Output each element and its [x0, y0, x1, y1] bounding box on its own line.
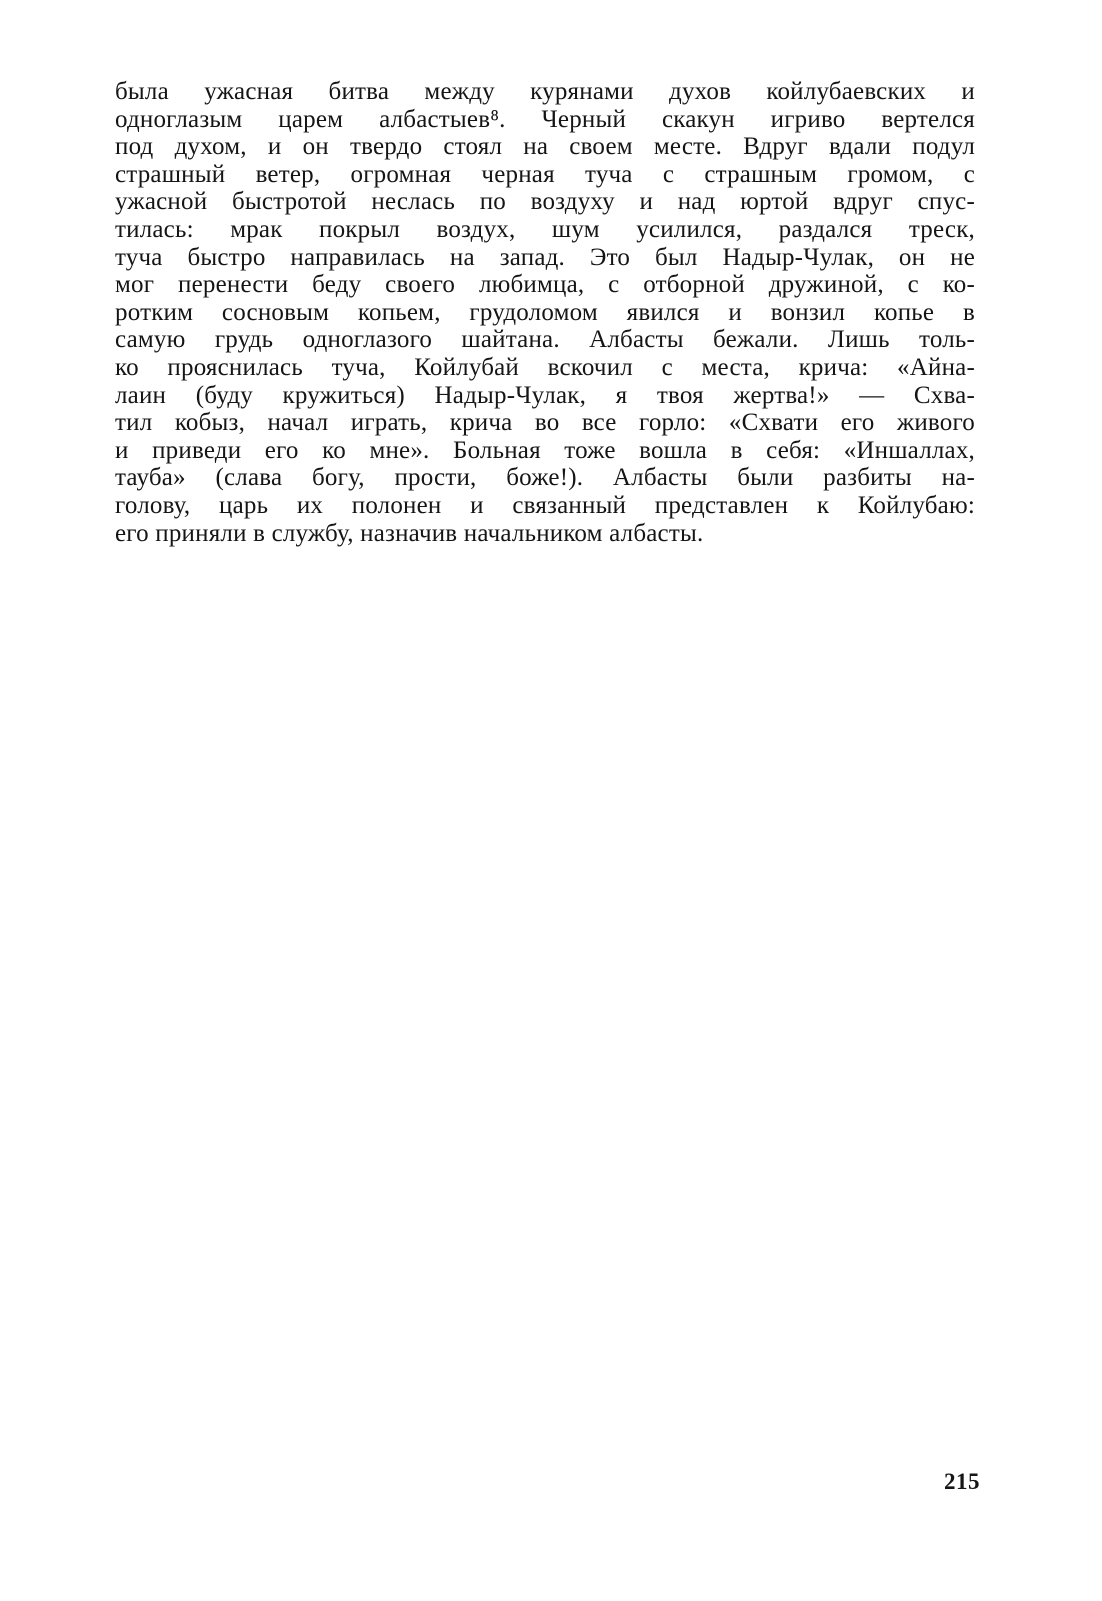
text-line: туча быстро направилась на запад. Это был Надыр-Чулак, он не — [115, 243, 975, 271]
text-line: страшный ветер, огромная черная туча с страшным громом, с — [115, 160, 975, 188]
text-line: тауба» (слава богу, прости, боже!). Албасты были разбиты на- — [115, 464, 975, 492]
text-line: одноглазым царем албастыев⁸. Черный скакун игриво вертелся — [115, 105, 975, 133]
text-line: ко прояснилась туча, Койлубай вскочил с места, крича: «Айна- — [115, 353, 975, 381]
text-line: самую грудь одноглазого шайтана. Албасты бежали. Лишь толь- — [115, 326, 975, 354]
page-number: 215 — [944, 1469, 980, 1494]
text-line: тилась: мрак покрыл воздух, шум усилился, раздался треск, — [115, 215, 975, 243]
text-line: лаин (буду кружиться) Надыр-Чулак, я твоя жертва!» — Схва- — [115, 381, 975, 409]
text-line: и приведи его ко мне». Больная тоже вошла в себя: «Иншаллах, — [115, 436, 975, 464]
text-line: голову, царь их полонен и связанный представлен к Койлубаю: — [115, 491, 975, 519]
text-line: тил кобыз, начал играть, крича во все горло: «Схвати его живого — [115, 409, 975, 437]
body-paragraph — [115, 78, 975, 547]
text-line-last: его приняли в службу, назначив начальником албасты. — [115, 519, 704, 547]
text-line: под духом, и он твердо стоял на своем месте. Вдруг вдали подул — [115, 133, 975, 161]
text-line: была ужасная битва между курянами духов койлубаевских и — [115, 78, 975, 105]
text-line: ротким сосновым копьем, грудоломом явился и вонзил копье в — [115, 298, 975, 326]
text-line: мог перенести беду своего любимца, с отборной дружиной, с ко- — [115, 271, 975, 299]
text-line: ужасной быстротой неслась по воздуху и над юртой вдруг спус- — [115, 188, 975, 216]
